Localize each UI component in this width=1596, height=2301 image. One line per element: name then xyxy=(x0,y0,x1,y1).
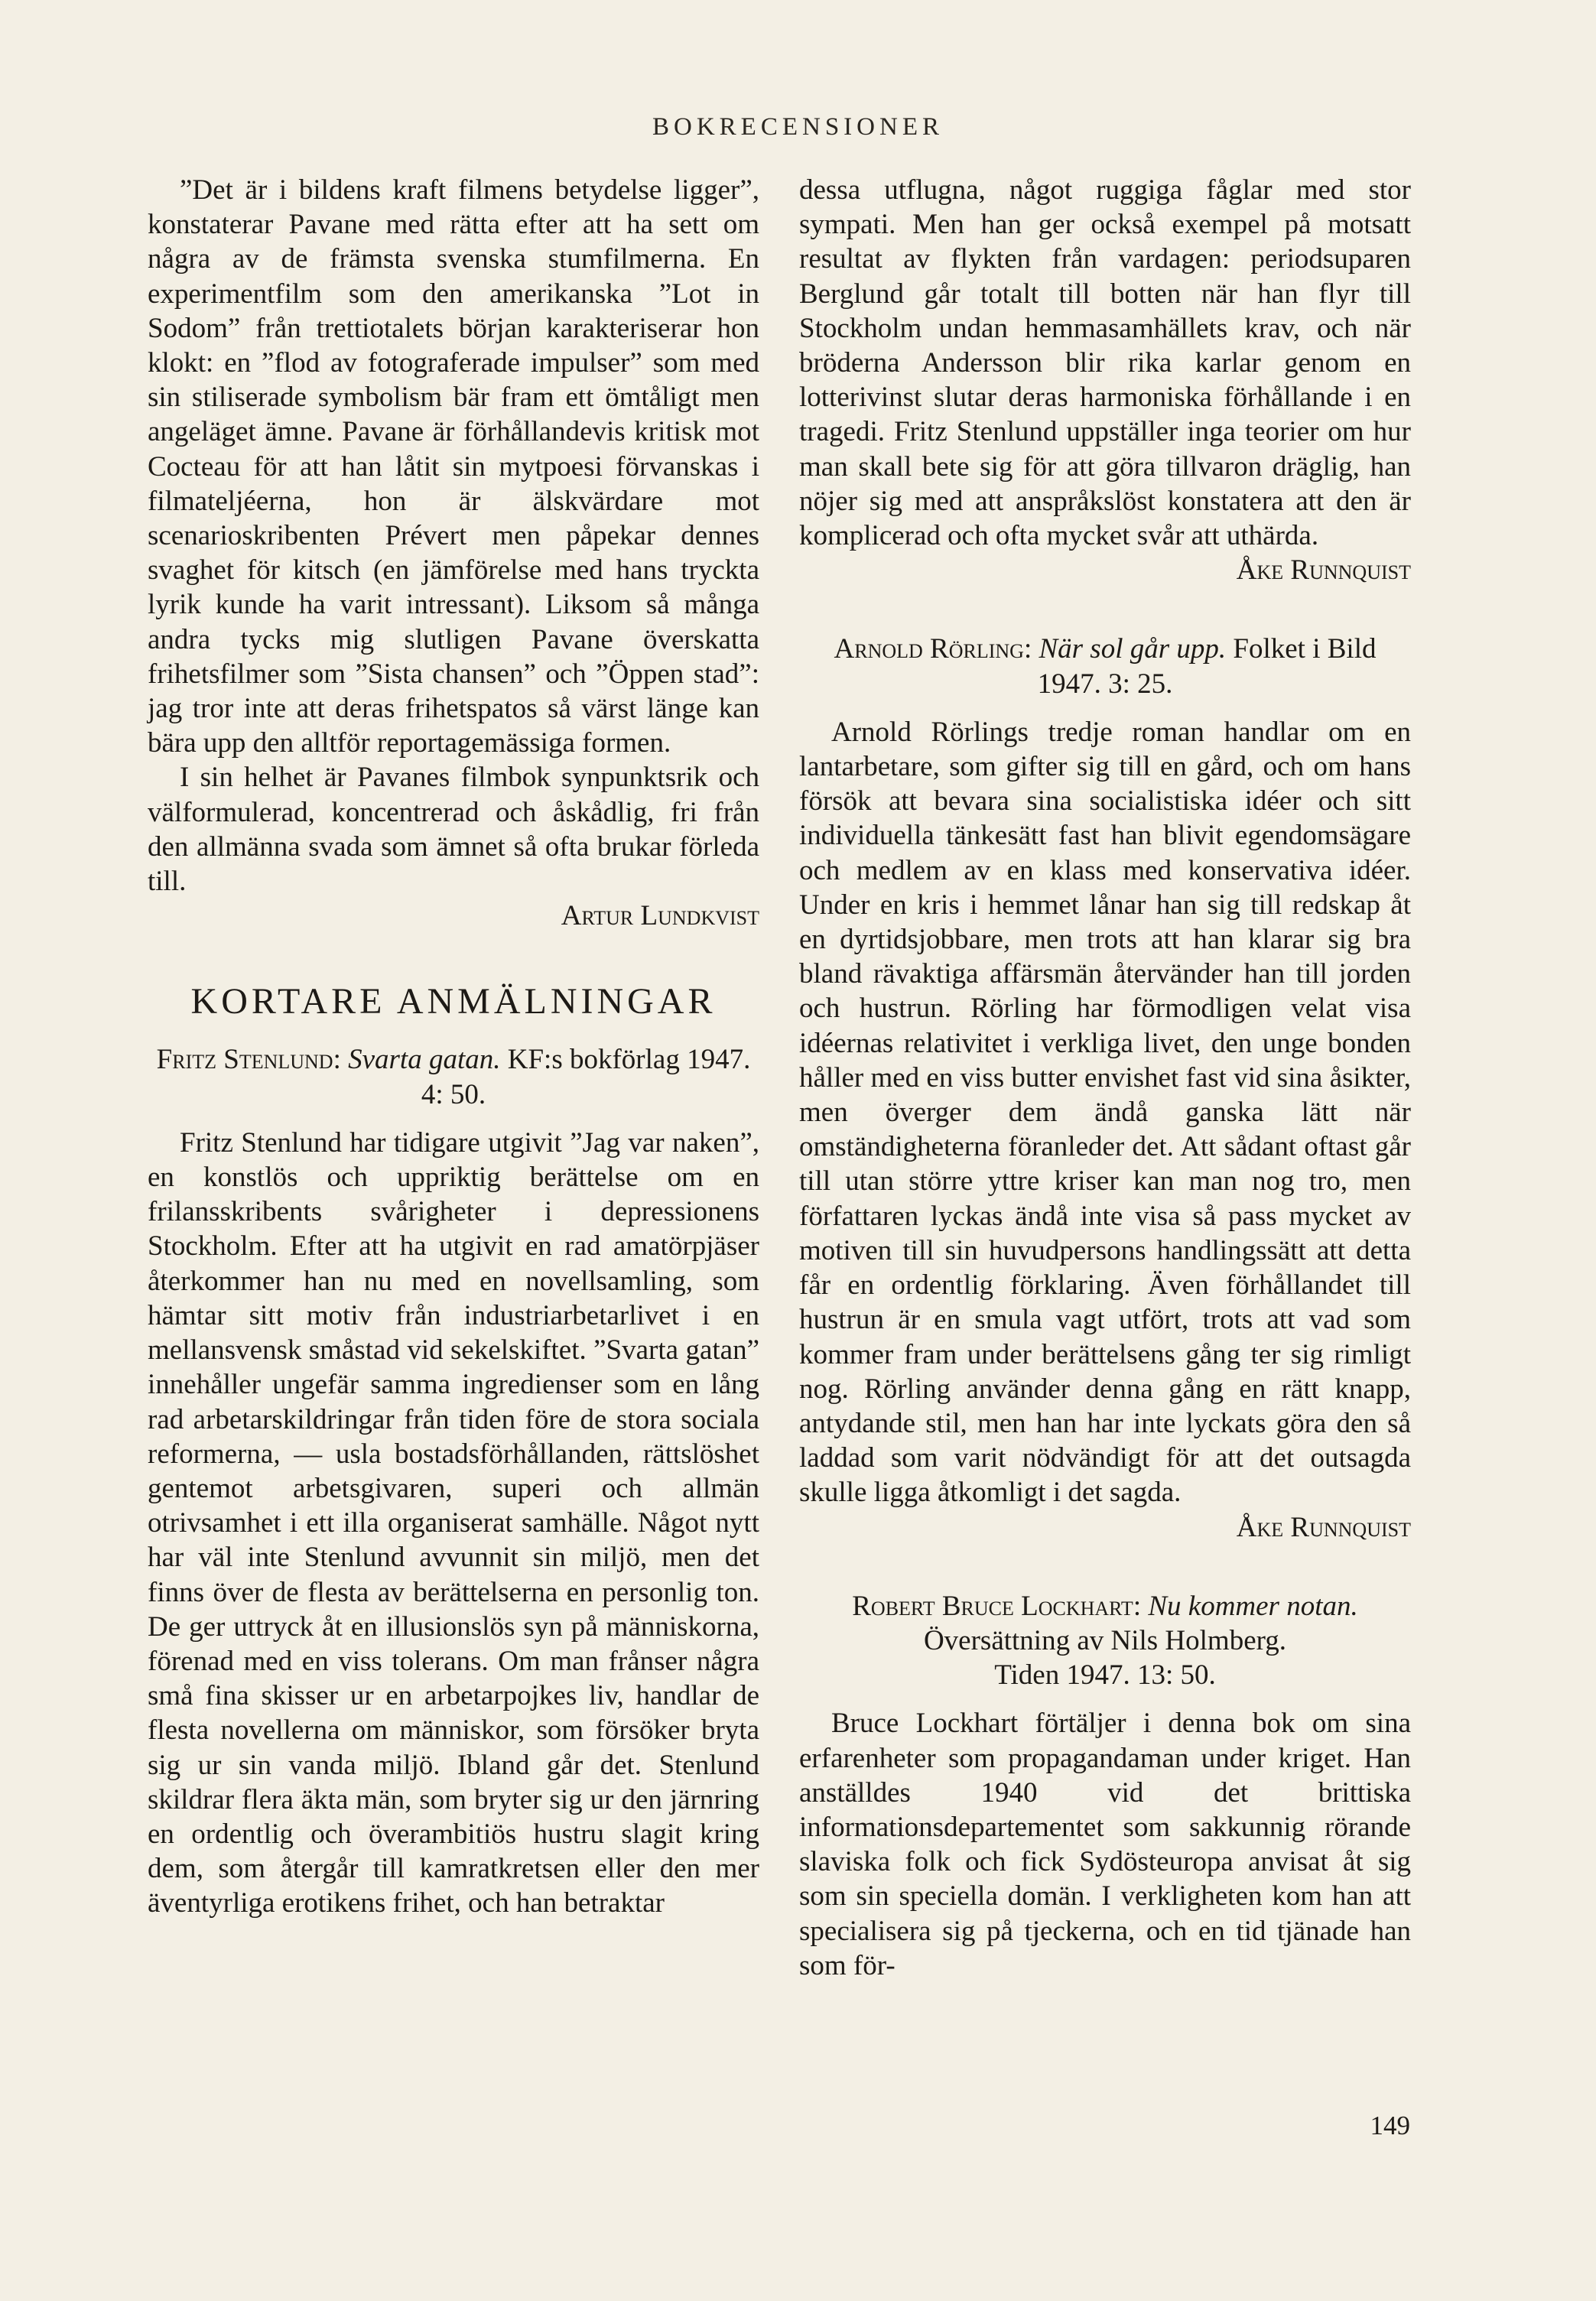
book-entry-header: Robert Bruce Lockhart: Nu kommer notan. Översättning av Nils Holmberg. Tiden 1947. 13: 50. xyxy=(852,1590,1358,1692)
review-signature: Artur Lundkvist xyxy=(561,900,759,932)
entry-author: Arnold Rörling xyxy=(834,633,1024,665)
entry-publication: Folket i Bild 1947. 3: 25. xyxy=(1037,633,1377,700)
page-number: 149 xyxy=(1370,2111,1410,2140)
entry-author: Fritz Stenlund xyxy=(156,1044,333,1076)
entry-title: Svarta gatan. xyxy=(348,1044,501,1076)
entry-title: När sol går upp. xyxy=(1039,633,1227,665)
entry-body-continuation: dessa utflugna, något ruggiga fåglar med stor sympati. Men han ger också exempel på motsatt resultat av flykten från vardagen: periodsuparen Berglund går totalt till botten när han flyr till Stockholm undan hemmasamhällets krav, och när bröderna Andersson blir rika karlar genom en lotterivinst slutar deras harmoniska förhållande i en tragedi. Fritz Stenlund uppställer inga teorier om hur man skall bete sig för att göra tillvaron dräglig, han nöjer sig med att anspråkslöst konstatera att den är komplicerad och ofta mycket svår att uthärda. xyxy=(799,174,1411,552)
entry-body: Fritz Stenlund har tidigare utgivit ”Jag var naken”, en konstlös och uppriktig berättelse om en frilansskribents svårigheter i depressionens Stockholm. Efter att ha utgivit en rad amatörpjäser återkommer han nu med en novellsamling, som hämtar sitt motiv från industriarbetarlivet i en mellansvensk småstad vid sekelskiftet. ”Svarta gatan” innehåller ungefär samma ingredienser som en lång rad arbetarskildringar från tiden före de stora sociala reformerna, — usla bostadsförhållanden, rättslöshet gentemot arbetsgivaren, superi och allmän otrivsamhet i ett illa organiserat samhälle. Något nytt har väl inte Stenlund avvunnit sin miljö, men det finns över de flesta av berättelserna en personlig ton. De ger uttryck åt en illusionslös syn på människorna, förenad med en viss tolerans. Om man frånser några små fina skisser ur en arbetarpojkes liv, handlar de flesta novellerna om människor, som försöker bryta sig ur sin vanda miljö. Ibland går det. Stenlund skildrar flera äkta män, som bryter sig ur den järnring en ordentlig och överambitiös hustru slagit kring dem, som återgår till kamratkretsen eller den mer äventyrliga erotikens frihet, och han betraktar xyxy=(148,1126,759,1919)
running-header: BOKRECENSIONER xyxy=(652,113,944,141)
entry-body: Bruce Lockhart förtäljer i denna bok om sina erfarenheter som propagandaman under kriget. Han anställdes 1940 vid det brittiska informationsdepartementet som sakkunnig rörande slaviska folk och fick Sydösteuropa anvisat åt sig som sin speciella domän. I verkligheten kom han att specialisera sig på tjeckerna, och en tid tjänade han som för- xyxy=(799,1708,1411,1981)
entry-author: Robert Bruce Lockhart xyxy=(852,1590,1133,1622)
entry-signature: Åke Runnquist xyxy=(1236,554,1411,587)
section-heading: KORTARE ANMÄLNINGAR xyxy=(190,981,717,1022)
entry-title: Nu kommer notan. xyxy=(1148,1590,1358,1622)
entry-body: Arnold Rörlings tredje roman handlar om en lantarbetare, som gifter sig till en gård, och om hans försök att bevara sina socialistiska idéer och sitt individuella tänkesätt fast han blivit egendomsägare och medlem av en klass med konservativa idéer. Under en kris i hemmet lånar han sig till redskap åt en dyrtidsjobbare, men trots att han klarar sig bra bland rävaktiga affärsmän återvänder han till jorden och hustrun. Rörling har förmodligen velat visa idéernas relativitet i verkliga livet, den unge bonden håller med en viss butter envishet fast vid sina åsikter, men överger dem ändå ganska lätt när omständigheterna föranleder det. Att sådant oftast går till utan större yttre kriser kan man nog tro, men författaren lyckas ändå inte visa så pass mycket av motiven till sin huvudpersons handlingssätt att detta får en ordentlig förklaring. Även förhållandet till hustrun är en smula vagt utfört, trots att vad som kommer fram under berättelsens gång ter sig rimligt nog. Rörling använder denna gång en rätt knapp, antydande stil, men han har inte lyckats göra den så laddad som varit nödvändigt för att det outsagda skulle ligga åtkomligt i det sagda. xyxy=(799,716,1411,1509)
review-paragraph: I sin helhet är Pavanes filmbok synpunktsrik och välformulerad, koncentrerad och åskådlig, fri från den allmänna svada som ämnet så ofta brukar förleda till. xyxy=(148,762,759,898)
entry-publication: KF:s bokförlag 1947. 4: 50. xyxy=(421,1044,751,1110)
book-entry-header: Arnold Rörling: När sol går upp. Folket i Bild 1947. 3: 25. xyxy=(834,633,1377,700)
entry-translation: Översättning av Nils Holmberg. xyxy=(923,1624,1287,1656)
entry-signature: Åke Runnquist xyxy=(1236,1511,1411,1543)
left-column xyxy=(148,173,759,1921)
right-column xyxy=(799,173,1411,1983)
book-entry-header: Fritz Stenlund: Svarta gatan. KF:s bokförlag 1947. 4: 50. xyxy=(156,1044,751,1110)
entry-publication: Tiden 1947. 13: 50. xyxy=(994,1659,1216,1692)
review-paragraph: ”Det är i bildens kraft filmens betydelse ligger”, konstaterar Pavane med rätta efter att ha sett om några av de främsta svenska stumfilmerna. En experimentfilm som den amerikanska ”Lot in Sodom” från trettiotalets början karakteriserar hon klokt: en ”flod av fotograferade impulser” som med sin stiliserade symbolism bär fram ett ömtåligt men angeläget ämne. Pavane är förhållandevis kritisk mot Cocteau för att han låtit sin mytpoesi förvanskas i filmateljéerna, hon är älskvärdare mot scenarioskribenten Prévert men påpekar dennes svaghet för kitsch (en jämförelse med hans tryckta lyrik kunde ha varit intressant). Liksom så många andra tycks mig slutligen Pavane överskatta frihetsfilmer som ”Sista chansen” och ”Öppen stad”: jag tror inte att deras frihetspatos så värst länge kan bära upp den alltför reportagemässiga formen. xyxy=(148,174,759,759)
